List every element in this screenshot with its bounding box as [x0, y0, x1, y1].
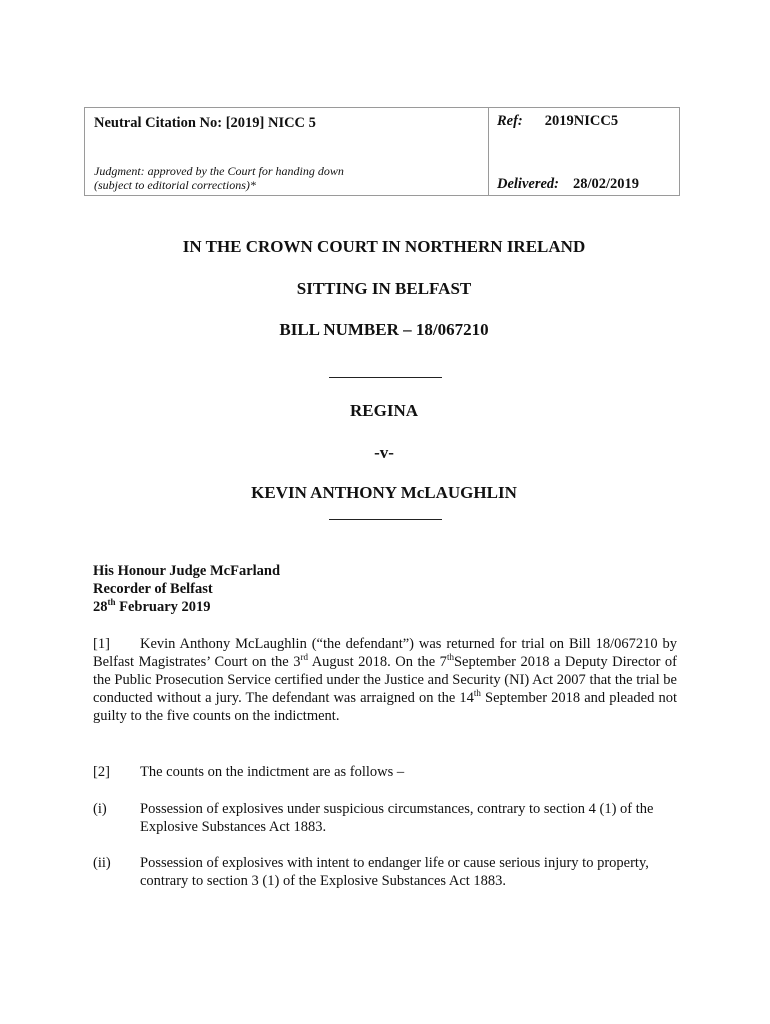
count-text: Possession of explosives with intent to endanger life or cause serious injury to property, contrary to section 3 (1) of the Explosive Substances Act 1883. [140, 855, 649, 889]
paragraph-text: September 2018 and pleaded not guilty to the five counts on the indictment. [93, 690, 677, 724]
citation-right-cell [489, 108, 679, 195]
count-number: (i) [93, 801, 107, 817]
judge-block [93, 562, 280, 616]
paragraph-1 [93, 635, 677, 725]
divider-rule-bottom [329, 519, 442, 520]
ref-label: Ref: [497, 113, 523, 129]
judgment-note-line1: Judgment: approved by the Court for handing down [94, 164, 344, 178]
versus-heading: -v- [374, 443, 394, 462]
defendant-heading: KEVIN ANTHONY McLAUGHLIN [251, 483, 517, 502]
count-text: Possession of explosives under suspicious circumstances, contrary to section 4 (1) of the Explosive Substances Act 1883. [140, 801, 654, 835]
ref-value: 2019NICC5 [544, 113, 619, 129]
count-number: (ii) [93, 855, 111, 871]
ordinal-suffix: th [473, 688, 481, 699]
paragraph-text: September 2018 a Deputy Director of the Public Prosecution Service certified under the Justice and Security (NI) Act 2007 that the trial be conducted without a jury. The defendant was arraigned on the 14 [93, 654, 677, 706]
date-rest: February 2019 [115, 599, 211, 615]
delivered-value: 28/02/2019 [573, 176, 640, 192]
judge-name: His Honour Judge McFarland [93, 563, 281, 579]
date-suffix: th [107, 597, 116, 608]
ordinal-suffix: th [446, 652, 454, 663]
divider-rule-top [329, 377, 442, 378]
court-heading: IN THE CROWN COURT IN NORTHERN IRELAND [182, 237, 586, 256]
bill-heading: BILL NUMBER – 18/067210 [279, 320, 489, 339]
judgment-date [93, 598, 280, 616]
ordinal-suffix: rd [300, 652, 308, 663]
count-i [93, 800, 683, 836]
ref-row [497, 113, 618, 130]
sitting-heading: SITTING IN BELFAST [296, 279, 472, 298]
paragraph-text: The counts on the indictment are as follows – [140, 764, 405, 780]
paragraph-number: [1] [93, 636, 110, 652]
paragraph-text: Kevin Anthony McLaughlin (“the defendant”) was returned for trial on Bill 18/067210 by Belfast Magistrates’ Court on the 3 [93, 636, 677, 670]
delivered-row [497, 176, 639, 193]
paragraph-text: August 2018. On the 7 [308, 654, 447, 670]
neutral-citation: Neutral Citation No: [2019] NICC 5 [94, 115, 316, 131]
count-ii [93, 854, 683, 890]
paragraph-number: [2] [93, 764, 110, 780]
paragraph-2 [93, 763, 683, 781]
date-day: 28 [93, 599, 108, 615]
delivered-label: Delivered: [497, 176, 559, 192]
citation-box [84, 107, 680, 196]
judge-title: Recorder of Belfast [93, 581, 213, 597]
citation-left-cell [85, 108, 489, 195]
regina-heading: REGINA [349, 401, 418, 420]
judgment-note-line2: (subject to editorial corrections)* [94, 178, 256, 192]
judgment-note [94, 164, 474, 192]
